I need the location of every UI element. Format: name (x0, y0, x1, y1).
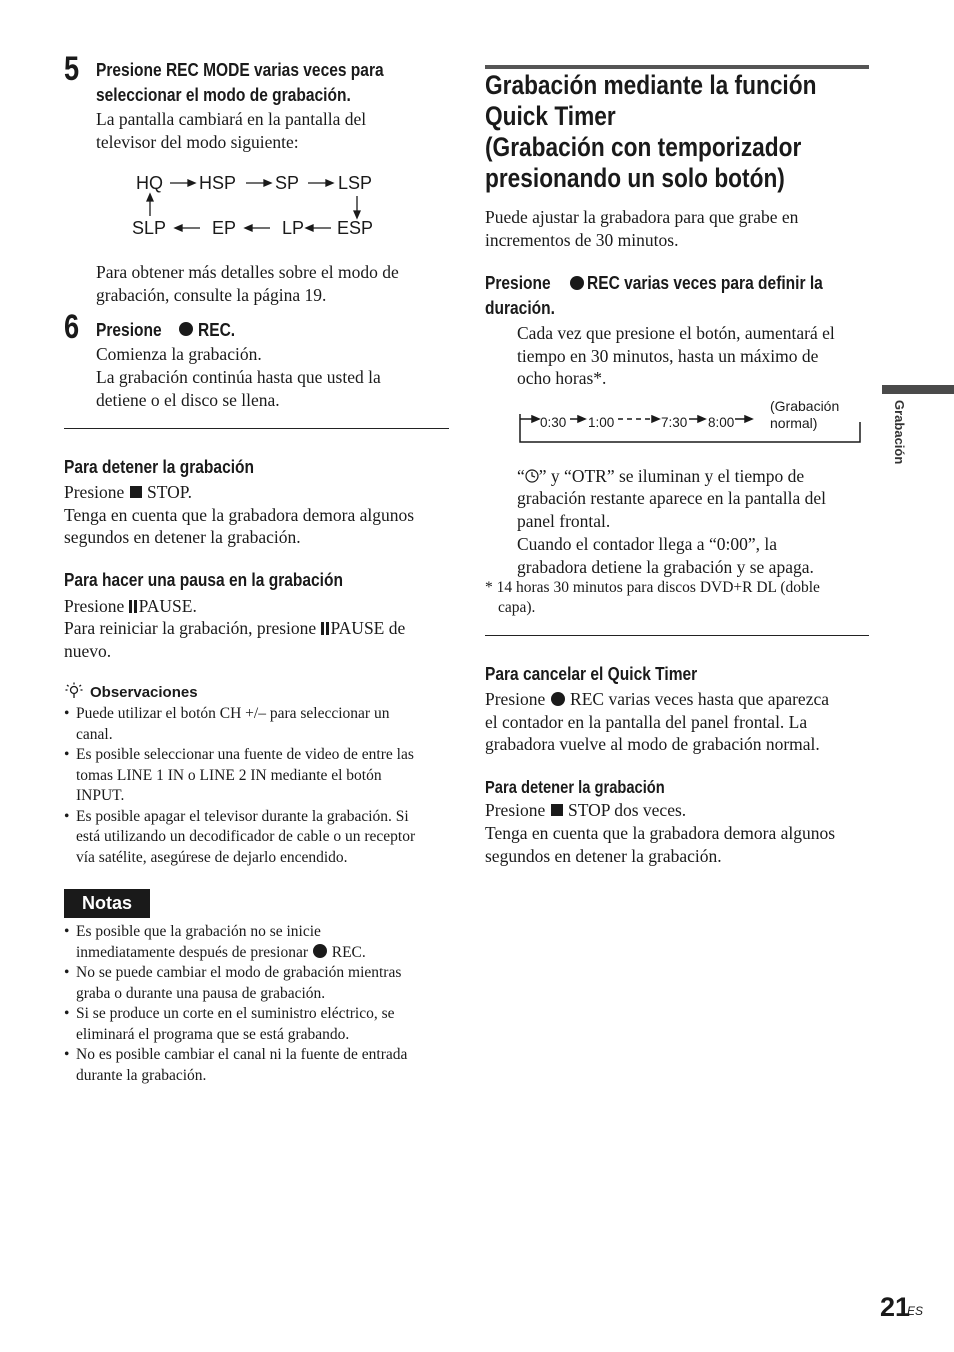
step6-title-post: REC. (198, 319, 236, 340)
stop2-line3: segundos en detener la grabación. (485, 846, 722, 866)
divider (485, 635, 869, 636)
stop-line1-pre: Presione (64, 482, 125, 502)
page-number: 21 (880, 1292, 911, 1322)
side-tab-label: Grabación (892, 400, 907, 465)
mode-slp: SLP (132, 218, 167, 238)
mode-lsp: LSP (338, 173, 373, 193)
pause-button-icon (321, 618, 331, 638)
heading-line: (Grabación con temporizador (485, 132, 802, 162)
section-heading (485, 70, 816, 194)
otr-line3: panel frontal. (517, 511, 611, 531)
pause-heading: Para hacer una pausa en la grabación (64, 569, 343, 590)
stop-line1 (64, 481, 192, 504)
pause-line2 (64, 617, 405, 640)
timer-7-30: 7:30 (661, 415, 688, 430)
stop-heading: Para detener la grabación (64, 456, 255, 477)
timer-0-30: 0:30 (540, 415, 567, 430)
counter-line2: grabadora detiene la grabación y se apaga. (517, 557, 814, 577)
list-item: • Puede utilizar el botón CH +/– para seleccionar un canal. (64, 704, 454, 745)
list-item: • No es posible cambiar el canal ni la fuente de entrada durante la grabación. (64, 1045, 454, 1086)
heading-line: presionando un solo botón) (485, 163, 785, 193)
list-item: • Es posible apagar el televisor durante la grabación. Si está utilizando un decodificador de cable o un receptor vía satélite, asegúrese de dejarlo encendido. (64, 807, 454, 869)
pause-line3: nuevo. (64, 641, 112, 661)
mode-arrows-icon (120, 170, 390, 245)
intro-line2: incrementos de 30 minutos. (485, 230, 679, 250)
step6-body-line3: detiene o el disco se llena. (96, 390, 280, 410)
step5-body-line2: televisor del modo siguiente: (96, 132, 299, 152)
list-item: • Si se produce un corte en el suministro eléctrico, se eliminará el programa que se está grabando. (64, 1004, 454, 1045)
step6-title-pre: Presione (96, 319, 162, 340)
pause-line2-pre: Para reiniciar la grabación, presione (64, 618, 317, 638)
pause-line1-pre: Presione (64, 596, 125, 616)
sub-post: REC varias veces para definir la (587, 272, 823, 293)
sub-line2: duración. (485, 297, 555, 318)
step5-more-line1: Para obtener más detalles sobre el modo de (96, 262, 399, 282)
mode-hq: HQ (136, 173, 163, 193)
pause-line1-post: PAUSE. (138, 596, 197, 616)
body-line3: ocho horas*. (517, 368, 607, 388)
notas-list (64, 922, 454, 1086)
stop2-heading: Para detener la grabación (485, 777, 665, 797)
rec-button-icon (313, 944, 327, 958)
observaciones-heading: Observaciones (90, 684, 198, 701)
step5-more-line2: grabación, consulte la página 19. (96, 285, 327, 305)
timer-1-00: 1:00 (588, 415, 615, 430)
step5-title-line1: Presione REC MODE varias veces para (96, 59, 384, 80)
rec-button-icon (179, 322, 193, 336)
stop2-line1: Presione STOP dos veces. (485, 800, 687, 820)
footnote-line1: * 14 horas 30 minutos para discos DVD+R DL (doble (485, 579, 820, 596)
observaciones-list (64, 704, 454, 868)
mode-hsp: HSP (199, 173, 237, 193)
step6-body-line2: La grabación continúa hasta que usted la (96, 367, 381, 387)
mode-ep: EP (212, 218, 237, 238)
timer-8-00: 8:00 (708, 415, 735, 430)
mode-sp: SP (275, 173, 300, 193)
cancel-line2: el contador en la pantalla del panel frontal. La (485, 712, 808, 732)
step6-body-line1: Comienza la grabación. (96, 344, 262, 364)
clock-icon (525, 469, 539, 483)
page-language: ES (907, 1304, 924, 1318)
stop2-line2: Tenga en cuenta que la grabadora demora algunos (485, 823, 836, 843)
pause-line2-post: PAUSE de (330, 618, 406, 638)
intro-line1: Puede ajustar la grabadora para que grabe en (485, 207, 799, 227)
cancel-line3: grabadora vuelve al modo de grabación normal. (485, 734, 820, 754)
body-line2: tiempo en 30 minutos, hasta un máximo de (517, 346, 819, 366)
stop-line3: segundos en detener la grabación. (64, 527, 301, 547)
mode-lp: LP (282, 218, 305, 238)
cancel-line1: Presione REC varias veces hasta que aparezca (485, 689, 829, 709)
otr-line2: grabación restante aparece en la pantalla del (517, 488, 826, 508)
counter-line1: Cuando el contador llega a “0:00”, la (517, 534, 777, 554)
side-tab-bar (882, 385, 954, 394)
cancel-heading: Para cancelar el Quick Timer (485, 663, 698, 684)
step5-body-line1: La pantalla cambiará en la pantalla del (96, 109, 367, 129)
divider (64, 428, 449, 429)
list-item: • Es posible seleccionar una fuente de video de entre las tomas LINE 1 IN o LINE 2 IN mediante el botón INPUT. (64, 745, 454, 807)
stop-line1-post: STOP. (147, 482, 192, 502)
otr-line1: “ ” y “OTR” se iluminan y el tiempo de (517, 466, 805, 486)
body-line1: Cada vez que presione el botón, aumentará el (517, 323, 835, 343)
mode-esp: ESP (337, 218, 374, 238)
pause-button-icon (129, 596, 139, 616)
heading-line: Quick Timer (485, 101, 616, 131)
rec-button-icon (551, 692, 565, 706)
rec-button-icon (570, 276, 584, 290)
list-item: • Es posible que la grabación no se inicie inmediatamente después de presionar REC. (64, 922, 454, 963)
footnote-line2: capa). (498, 599, 536, 616)
step-number-6: 6 (64, 308, 80, 346)
step5-title-line2: seleccionar el modo de grabación. (96, 84, 351, 105)
sub-pre: Presione (485, 272, 551, 293)
notas-label: Notas (64, 889, 150, 918)
stop-button-icon (130, 486, 142, 498)
step6-title (96, 317, 236, 344)
timer-normal-label: (Grabación normal) (770, 398, 840, 431)
heading-line: Grabación mediante la función (485, 70, 817, 100)
section-top-rule (485, 65, 869, 69)
step-number-5: 5 (64, 50, 80, 88)
stop-line2: Tenga en cuenta que la grabadora demora algunos (64, 505, 415, 525)
pause-line1 (64, 595, 197, 618)
list-item: • No se puede cambiar el modo de grabación mientras graba o durante una pausa de grabación. (64, 963, 454, 1004)
lightbulb-icon (65, 682, 83, 700)
stop-button-icon (551, 804, 563, 816)
